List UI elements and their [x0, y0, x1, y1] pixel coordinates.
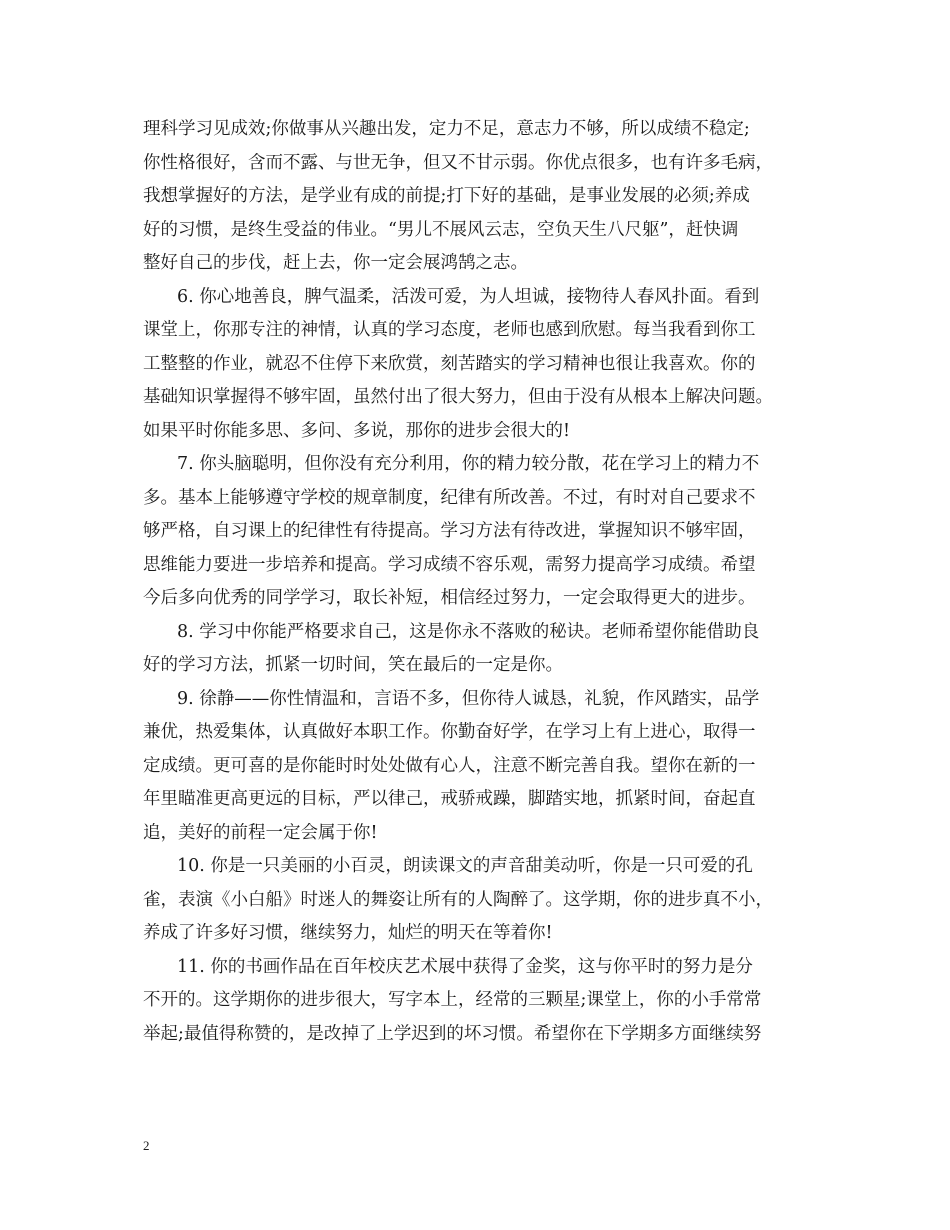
text-line: 8. 学习中你能严格要求自己，这是你永不落败的秘诀。老师希望你能借助良 [177, 621, 760, 642]
text-line: 举起;最值得称赞的，是改掉了上学迟到的坏习惯。希望你在下学期多方面继续努 [143, 1023, 762, 1044]
text-line: 整好自己的步伐，赶上去，你一定会展鸿鹄之志。 [143, 253, 528, 273]
text-line: 够严格，自习课上的纪律性有待提高。学习方法有待改进，掌握知识不够牢固， [143, 521, 756, 541]
text-line: 我想掌握好的方法，是学业有成的前提;打下好的基础，是事业发展的必须;养成 [143, 186, 750, 206]
text-line: 6. 你心地善良，脾气温柔，活泼可爱，为人坦诚，接物待人春风扑面。看到 [177, 286, 760, 307]
document-body [143, 113, 823, 1051]
text-line: 如果平时你能多思、多问、多说，那你的进步会很大的! [143, 420, 571, 441]
text-line: 兼优，热爱集体，认真做好本职工作。你勤奋好学，在学习上有上进心，取得一 [143, 722, 756, 742]
text-line: 今后多向优秀的同学学习，取长补短，相信经过努力，一定会取得更大的进步。 [143, 588, 756, 608]
text-line: 定成绩。更可喜的是你能时时处处做有心人，注意不断完善自我。望你在新的一 [143, 755, 756, 776]
text-line: 追，美好的前程一定会属于你! [143, 822, 378, 843]
text-line: 年里瞄准更高更远的目标，严以律己，戒骄戒躁，脚踏实地，抓紧时间，奋起直 [143, 789, 756, 809]
text-line: 11. 你的书画作品在百年校庆艺术展中获得了金奖，这与你平时的努力是分 [177, 956, 753, 977]
text-line: 养成了许多好习惯，继续努力，灿烂的明天在等着你! [143, 923, 553, 943]
text-line: 多。基本上能够遵守学校的规章制度，纪律有所改善。不过，有时对自己要求不 [143, 487, 756, 508]
text-line: 雀，表演《小白船》时迷人的舞姿让所有的人陶醉了。这学期，你的进步真不小， [143, 889, 773, 910]
text-line: 课堂上，你那专注的神情，认真的学习态度，老师也感到欣慰。每当我看到你工 [143, 320, 756, 340]
text-line: 好的习惯，是终生受益的伟业。“男儿不展风云志，空负天生八尺躯”，赶快调 [143, 219, 739, 240]
text-line: 理科学习见成效;你做事从兴趣出发，定力不足，意志力不够，所以成绩不稳定; [143, 119, 750, 139]
text-line: 基础知识掌握得不够牢固，虽然付出了很大努力，但由于没有从根本上解决问题。 [143, 387, 773, 407]
text-line: 7. 你头脑聪明，但你没有充分利用，你的精力较分散，花在学习上的精力不 [177, 454, 760, 474]
page-number: 2 [143, 1138, 150, 1153]
text-line: 10. 你是一只美丽的小百灵，朗读课文的声音甜美动听，你是一只可爱的孔 [177, 856, 753, 876]
text-line: 工整整的作业，就忍不住停下来欣赏，刻苦踏实的学习精神也很让我喜欢。你的 [143, 353, 756, 374]
text-line: 思维能力要进一步培养和提高。学习成绩不容乐观，需努力提高学习成绩。希望 [143, 554, 756, 575]
text-line: 你性格很好，含而不露、与世无争，但又不甘示弱。你优点很多，也有许多毛病， [143, 152, 773, 173]
text-line: 好的学习方法，抓紧一切时间，笑在最后的一定是你。 [143, 655, 563, 675]
text-line: 不开的。这学期你的进步很大，写字本上，经常的三颗星;课堂上，你的小手常常 [143, 990, 762, 1010]
text-line: 9. 徐静——你性情温和，言语不多，但你待人诚恳，礼貌，作风踏实，品学 [177, 688, 760, 709]
